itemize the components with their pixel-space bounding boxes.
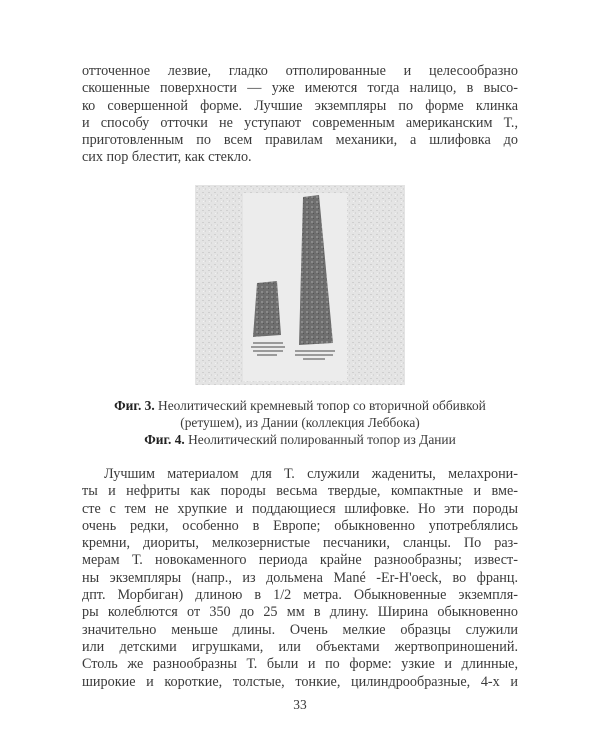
text-line: мерам Т. новокаменного периода крайне разнообразны; извест-: [82, 552, 518, 569]
text-line: ты и нефриты как породы весьма твердые, компактные и вме-: [82, 483, 518, 500]
text-line: ры колеблются от 350 до 25 мм в длину. Ширина обыкновенно: [82, 604, 518, 621]
text-line: дпт. Морбиган) длиною в 1/2 метра. Обыкновенные экземпля-: [82, 587, 518, 604]
caption-text: (ретушем), из Дании (коллекция Леббока): [180, 415, 420, 430]
text-line: Столь же разнообразны Т. были и по форме: узкие и длинные,: [82, 656, 518, 673]
text-line: сте с тем не хрупкие и поддающиеся шлифовке. Но эти породы: [82, 500, 518, 517]
caption-fig4: [82, 431, 518, 448]
page-number: 33: [293, 697, 307, 712]
text-line: очень редки, особенно в Европе; обыкновенно употреблялись: [82, 517, 518, 534]
figure-captions: [82, 397, 518, 448]
caption-label: Фиг. 4.: [144, 432, 185, 447]
text-line: ны экземпляры (напр., из дольмена Mané -Er-H'oeck, во франц.: [82, 569, 518, 586]
text-line: или детскими игрушками, или объектами жертвоприношений.: [82, 638, 518, 655]
caption-text: Неолитический полированный топор из Дании: [184, 432, 456, 447]
text-line: широкие и короткие, толстые, тонкие, цилиндрообразные, 4-х и: [82, 673, 518, 690]
caption-fig3-line1: [82, 397, 518, 414]
text-line: сих пор блестит, как стекло.: [82, 149, 252, 166]
paragraph-1: [82, 63, 518, 167]
paragraph-2: [82, 466, 518, 691]
caption-label: Фиг. 3.: [114, 398, 155, 413]
caption-fig3-line2: [82, 414, 518, 431]
figure-stone-axes: [195, 185, 405, 385]
text-line: и способу отточки не уступают современным американским Т.,: [82, 114, 518, 131]
text-line: ко совершенной форме. Лучшие экземпляры по форме клинка: [82, 97, 518, 114]
flint-axe-fig3: [253, 281, 281, 337]
stone-axes-image: [195, 185, 405, 385]
text-line: Лучшим материалом для Т. служили жадениты, мелахрони-: [104, 466, 518, 482]
text-line: значительно меньше длины. Очень мелкие образцы служили: [82, 621, 518, 638]
text-line: скошенные поверхности — уже имеются тогда налицо, в высо-: [82, 80, 518, 97]
text-line: отточенное лезвие, гладко отполированные и целесообразно: [82, 63, 518, 79]
caption-text: Неолитический кремневый топор со вторичной оббивкой: [154, 398, 486, 413]
text-line: кремни, диориты, мелкозернистые песчаники, сланцы. По раз-: [82, 535, 518, 552]
text-line: приготовленным по всем правилам механики, а шлифовка до: [82, 132, 518, 149]
